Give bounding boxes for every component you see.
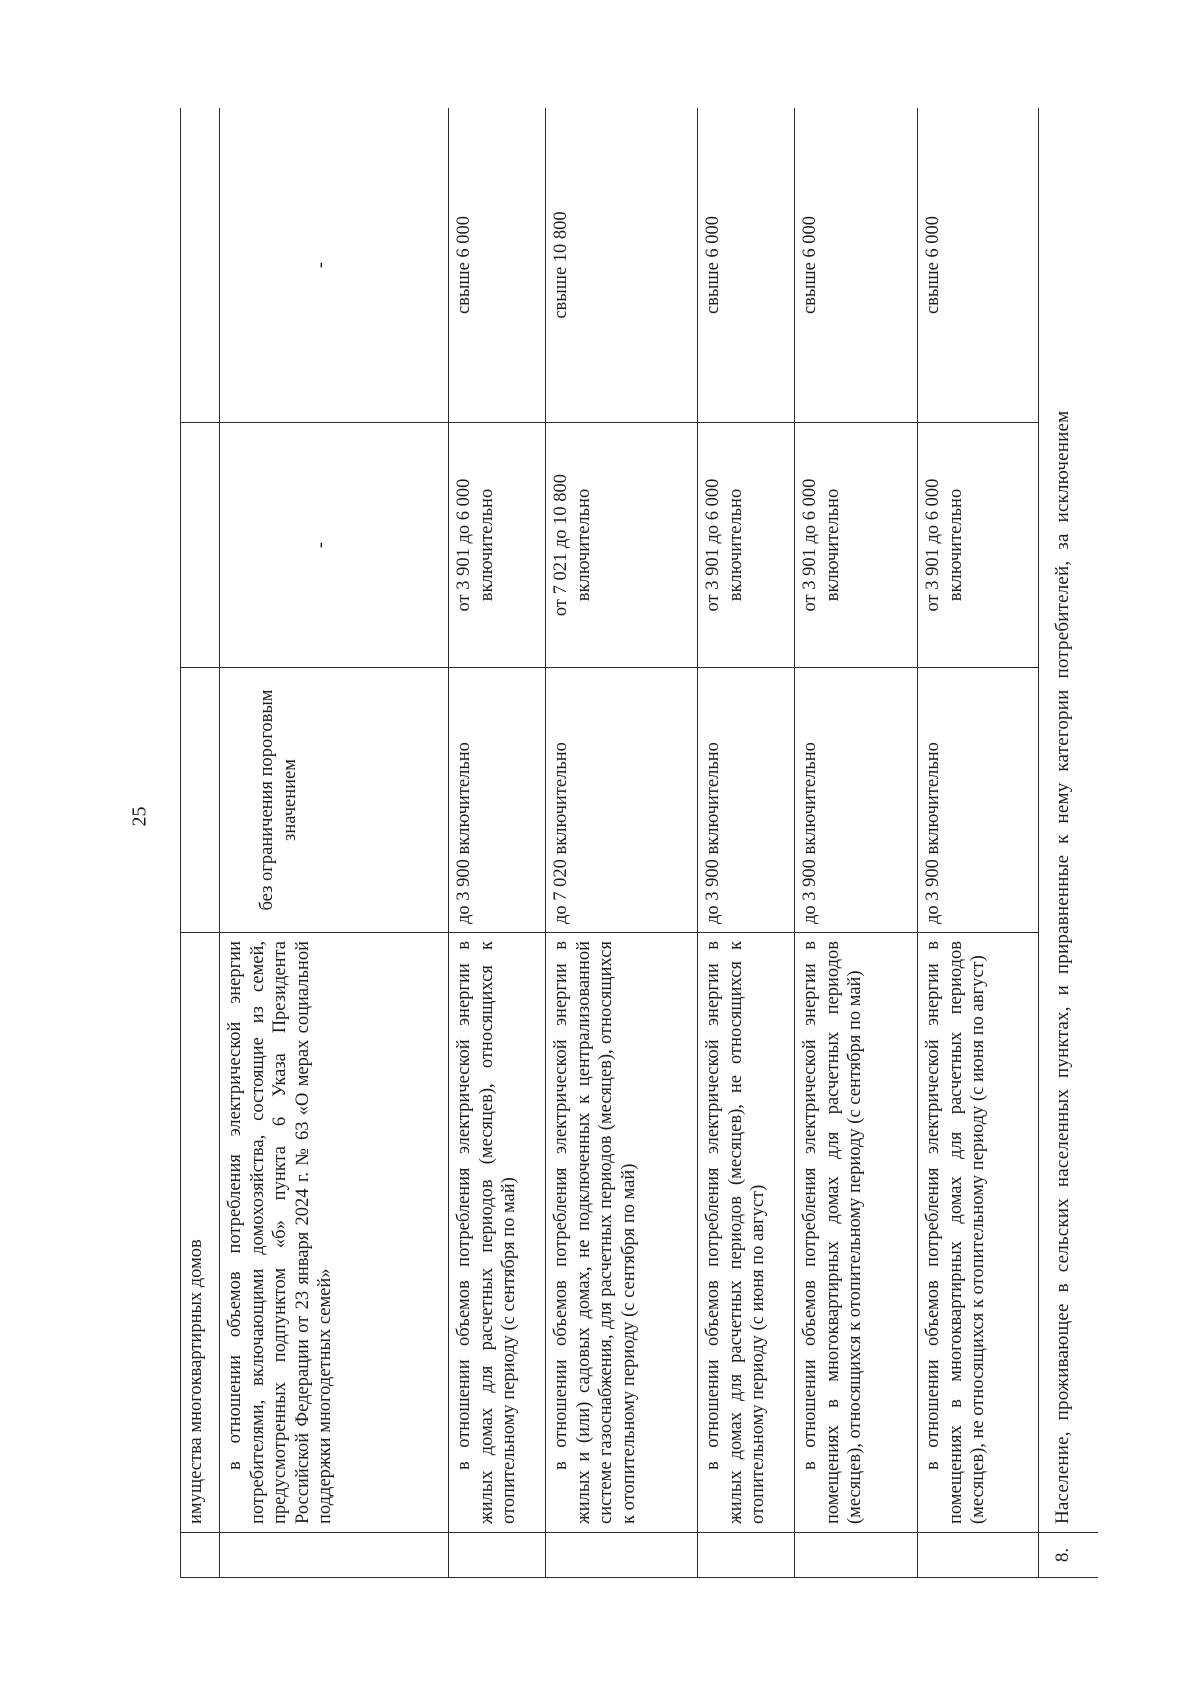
- row-number-cell: [181, 1533, 220, 1578]
- table-row-category-8: [1039, 108, 1099, 1578]
- range-high-cell: свыше 6 000: [449, 108, 546, 423]
- tariff-table-container: [180, 108, 1098, 1578]
- range-mid-cell: от 3 901 до 6 000 включительно: [795, 423, 918, 668]
- table-row: [795, 108, 918, 1578]
- row-number-cell: [918, 1533, 1039, 1578]
- description-cell: [795, 933, 918, 1533]
- table-row: [918, 108, 1039, 1578]
- tariff-table: [180, 108, 1098, 1578]
- range-mid-cell: [181, 423, 220, 668]
- range-high-cell: свыше 6 000: [698, 108, 795, 423]
- range-high-cell: -: [220, 108, 449, 423]
- category-description-cell: Население, проживающее в сельских населенных пунктах, и приравненные к нему категории потребителей, за исключением: [1039, 108, 1099, 1533]
- range-low-cell: [181, 668, 220, 933]
- range-low-cell: до 3 900 включительно: [795, 668, 918, 933]
- range-mid-cell: от 3 901 до 6 000 включительно: [449, 423, 546, 668]
- table-row: [698, 108, 795, 1578]
- table-row: [546, 108, 698, 1578]
- table-row: [449, 108, 546, 1578]
- row-number-cell: [546, 1533, 698, 1578]
- page-number: 25: [128, 806, 151, 827]
- description-cell: [698, 933, 795, 1533]
- description-text: в отношении объемов потребления электрической энергии в помещениях в многоквартирных домах для расчетных периодов (месяцев), не относящихся к отопительному периоду (с июня по август): [923, 941, 989, 1524]
- table-row: [220, 108, 449, 1578]
- description-text: в отношении объемов потребления электрической энергии потребителями, включающими домохозяйства, состоящие из семей, предусмотренных подпунктом «б» пункта 6 Указа Президента Российской Федерации от 23 января 2024 г. № 63 «О мерах социальной поддержки многодетных семей»: [225, 941, 336, 1524]
- rotated-table-frame: [180, 108, 1098, 1578]
- range-mid-cell: от 3 901 до 6 000 включительно: [918, 423, 1039, 668]
- table-row: [181, 108, 220, 1578]
- range-high-cell: свыше 10 800: [546, 108, 698, 423]
- description-text: в отношении объемов потребления электрической энергии в жилых домах для расчетных периодов (месяцев), не относящихся к отопительному периоду (с июня по август): [703, 941, 769, 1524]
- description-text: в отношении объемов потребления электрической энергии в помещениях в многоквартирных домах для расчетных периодов (месяцев), относящихся к отопительному периоду (с сентября по май): [800, 941, 866, 1524]
- range-low-cell: до 7 020 включительно: [546, 668, 698, 933]
- range-mid-cell: от 3 901 до 6 000 включительно: [698, 423, 795, 668]
- range-high-cell: [181, 108, 220, 423]
- description-text: в отношении объемов потребления электрической энергии в жилых и (или) садовых домах, не подключенных к централизованной системе газоснабжения, для расчетных периодов (месяцев), относящихся к отопительному периоду (с сентября по май): [551, 941, 639, 1524]
- row-number-cell: [449, 1533, 546, 1578]
- description-cell: [546, 933, 698, 1533]
- range-mid-cell: от 7 021 до 10 800 включительно: [546, 423, 698, 668]
- range-low-cell: до 3 900 включительно: [698, 668, 795, 933]
- range-low-cell: без ограничения пороговым значением: [220, 668, 449, 933]
- row-number-cell: 8.: [1039, 1533, 1099, 1578]
- range-high-cell: свыше 6 000: [918, 108, 1039, 423]
- range-low-cell: до 3 900 включительно: [918, 668, 1039, 933]
- range-low-cell: до 3 900 включительно: [449, 668, 546, 933]
- row-number-cell: [220, 1533, 449, 1578]
- range-mid-cell: -: [220, 423, 449, 668]
- description-text: в отношении объемов потребления электрической энергии в жилых домах для расчетных периодов (месяцев), относящихся к отопительному периоду (с сентября по май): [454, 941, 520, 1524]
- description-cell: [220, 933, 449, 1533]
- row-number-cell: [795, 1533, 918, 1578]
- description-cell: [449, 933, 546, 1533]
- description-cell: имущества многоквартирных домов: [181, 933, 220, 1533]
- range-high-cell: свыше 6 000: [795, 108, 918, 423]
- description-cell: [918, 933, 1039, 1533]
- row-number-cell: [698, 1533, 795, 1578]
